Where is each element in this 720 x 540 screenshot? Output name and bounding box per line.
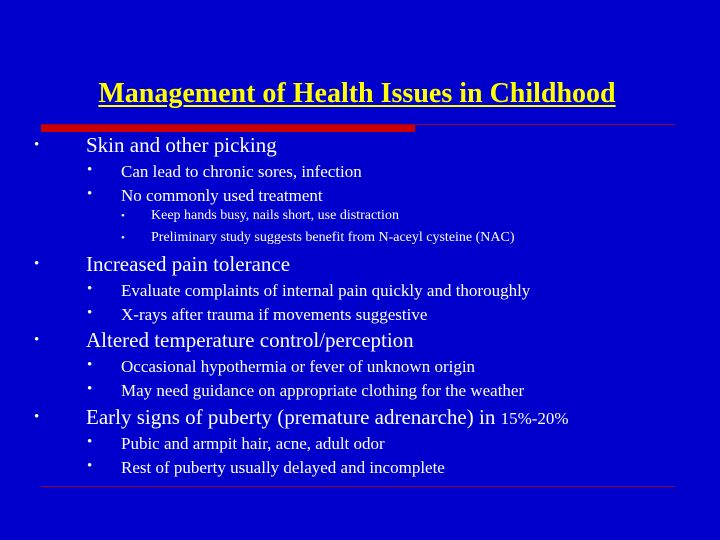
bullet-icon: • xyxy=(87,434,93,450)
sub-bullet-clothing-guidance xyxy=(87,381,525,401)
bullet-icon: • xyxy=(87,381,93,397)
sub-sub-bullet-nac-study xyxy=(121,230,515,246)
sub-bullet-puberty-delayed xyxy=(87,458,445,478)
sub-bullet-text: May need guidance on appropriate clothing for the weather xyxy=(121,381,525,400)
bullet-icon: • xyxy=(87,281,93,297)
title-accent-bar xyxy=(41,125,415,132)
sub-bullet-text: Occasional hypothermia or fever of unknown origin xyxy=(121,357,476,376)
sub-bullet-text: Evaluate complaints of internal pain quickly and thoroughly xyxy=(121,281,531,300)
bullet-text: Increased pain tolerance xyxy=(86,252,291,276)
bullet-text: Skin and other picking xyxy=(86,133,277,157)
sub-sub-bullet-text: Preliminary study suggests benefit from N-aceyl cysteine (NAC) xyxy=(151,230,515,245)
bullet-icon: • xyxy=(121,210,125,222)
bullet-icon: • xyxy=(87,458,93,474)
sub-bullet-text: X-rays after trauma if movements suggestive xyxy=(121,305,428,324)
bullet-text: Altered temperature control/perception xyxy=(86,328,414,352)
sub-bullet-xrays xyxy=(87,305,428,325)
bullet-icon: • xyxy=(34,256,40,272)
bullet-icon: • xyxy=(34,409,40,425)
sub-bullet-evaluate-pain xyxy=(87,281,531,301)
sub-bullet-no-treatment xyxy=(87,186,323,206)
sub-sub-bullet-text: Keep hands busy, nails short, use distraction xyxy=(151,208,399,223)
sub-bullet-text: No commonly used treatment xyxy=(121,186,323,205)
bullet-icon: • xyxy=(87,357,93,373)
bullet-text: Early signs of puberty (premature adrenarche) in xyxy=(86,405,501,429)
sub-bullet-hypothermia xyxy=(87,357,476,377)
sub-bullet-text: Can lead to chronic sores, infection xyxy=(121,162,362,181)
bullet-icon: • xyxy=(121,232,125,244)
bullet-icon: • xyxy=(87,162,93,178)
sub-sub-bullet-hands-busy xyxy=(121,208,399,224)
bullet-pain-tolerance xyxy=(34,252,291,277)
sub-bullet-text: Pubic and armpit hair, acne, adult odor xyxy=(121,434,385,453)
sub-bullet-pubic-hair xyxy=(87,434,385,454)
bullet-icon: • xyxy=(87,186,93,202)
bullet-skin-picking xyxy=(34,133,277,158)
bullet-percentage: 15%-20% xyxy=(500,409,569,428)
slide-title: Management of Health Issues in Childhood xyxy=(98,78,616,109)
sub-bullet-chronic-sores xyxy=(87,162,362,182)
bullet-temperature-control xyxy=(34,328,414,353)
bullet-icon: • xyxy=(34,332,40,348)
sub-bullet-text: Rest of puberty usually delayed and incomplete xyxy=(121,458,445,477)
bullet-icon: • xyxy=(87,305,93,321)
bullet-icon: • xyxy=(34,137,40,153)
bottom-divider-line xyxy=(41,486,675,487)
bullet-early-puberty xyxy=(34,405,569,430)
